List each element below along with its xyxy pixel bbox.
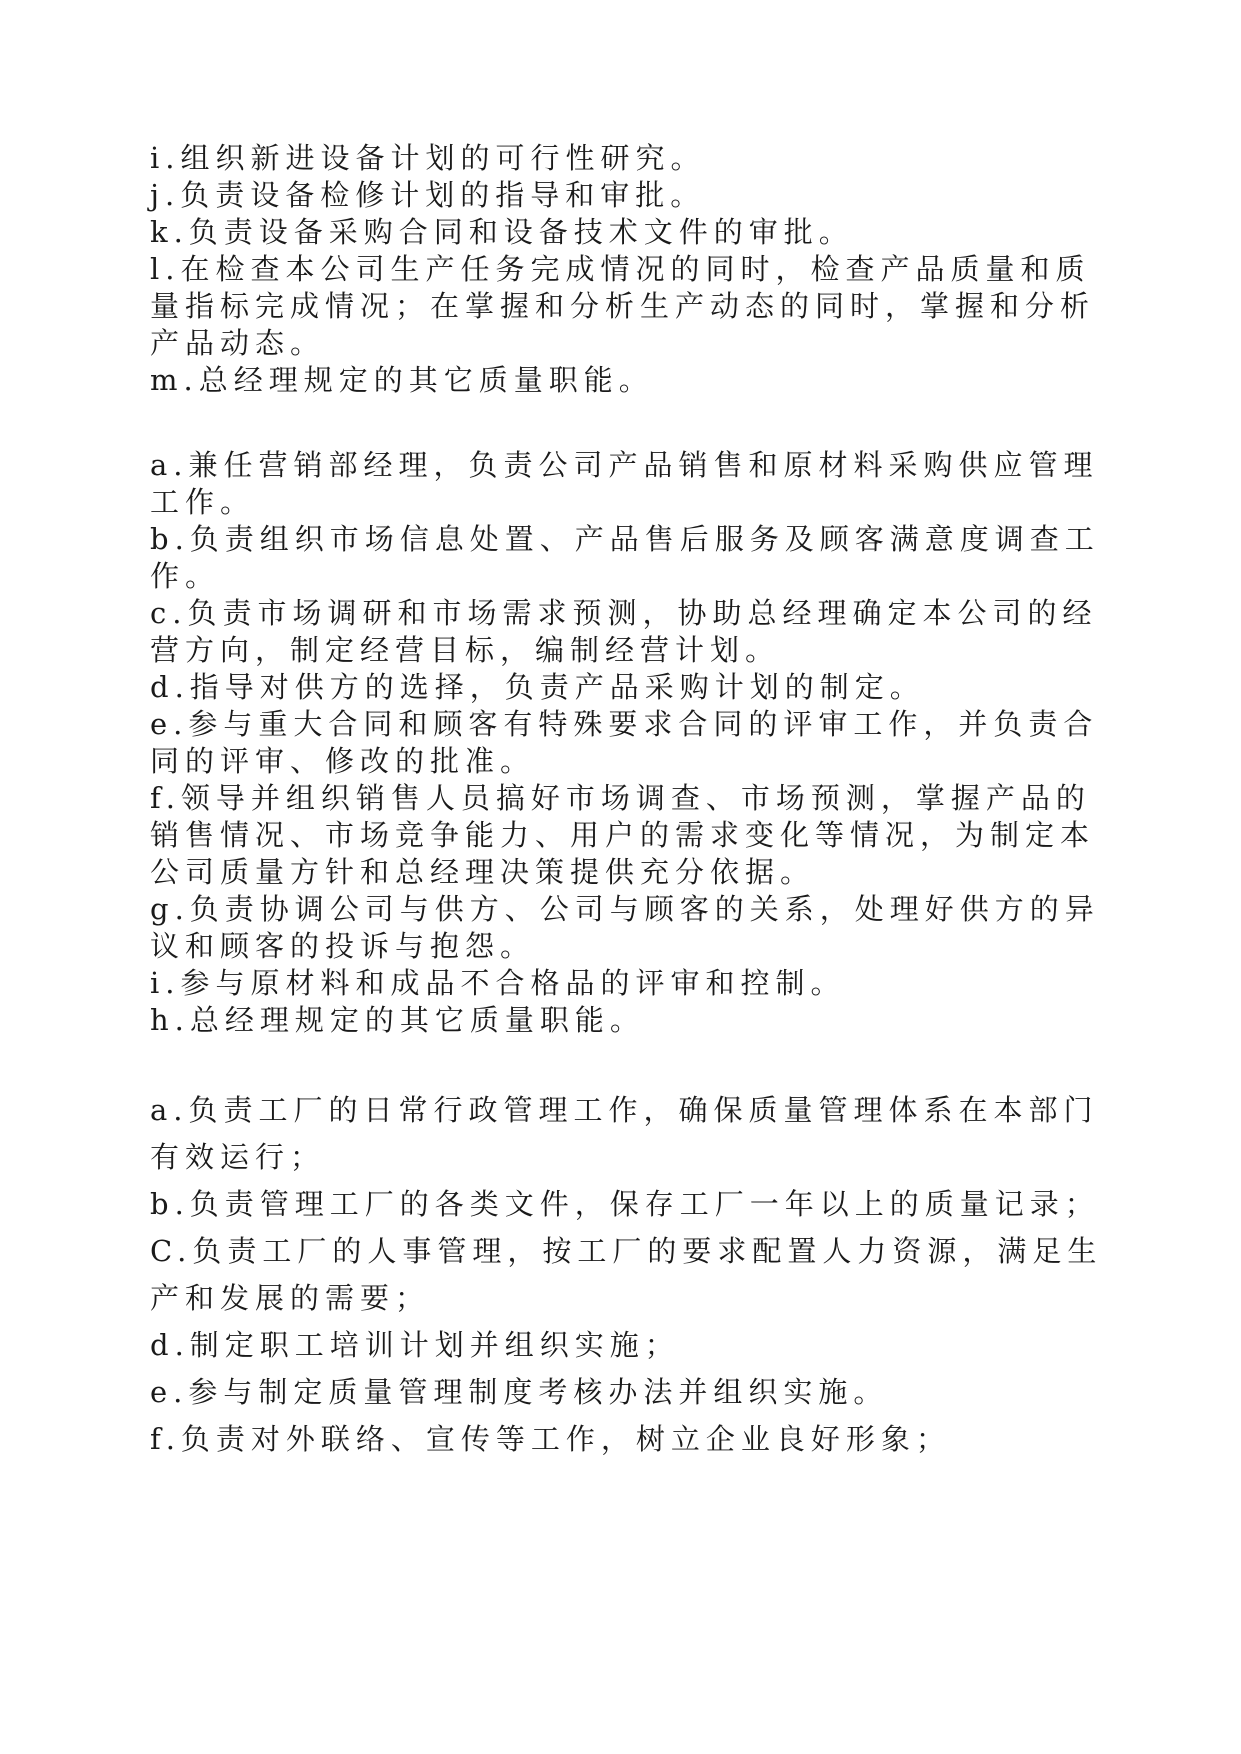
list-item: d.制定职工培训计划并组织实施； <box>150 1328 680 1362</box>
list-item: i.参与原材料和成品不合格品的评审和控制。 <box>150 966 846 1000</box>
list-item: e.参与制定质量管理制度考核办法并组织实施。 <box>150 1375 889 1409</box>
list-item: C.负责工厂的人事管理，按工厂的要求配置人力资源，满足生产和发展的需要； <box>150 1234 1103 1315</box>
document-body <box>150 140 1120 1463</box>
section-equipment-duties <box>150 140 1120 399</box>
list-item: c.负责市场调研和市场需求预测，协助总经理确定本公司的经营方向，制定经营目标，编制经营计划。 <box>150 596 1098 667</box>
list-item: k.负责设备采购合同和设备技术文件的审批。 <box>150 215 854 249</box>
list-item: i.组织新进设备计划的可行性研究。 <box>150 141 706 175</box>
list-item: e.参与重大合同和顾客有特殊要求合同的评审工作，并负责合同的评审、修改的批准。 <box>150 707 1099 778</box>
list-item: h.总经理规定的其它质量职能。 <box>150 1003 645 1037</box>
list-item: j.负责设备检修计划的指导和审批。 <box>150 178 706 212</box>
section-sales-duties <box>150 447 1120 1039</box>
list-item: a.兼任营销部经理，负责公司产品销售和原材料采购供应管理工作。 <box>150 448 1099 519</box>
list-item: l.在检查本公司生产任务完成情况的同时，检查产品质量和质量指标完成情况；在掌握和分析生产动态的同时，掌握和分析产品动态。 <box>150 252 1096 360</box>
list-item: m.总经理规定的其它质量职能。 <box>150 363 654 397</box>
list-item: a.负责工厂的日常行政管理工作，确保质量管理体系在本部门有效运行； <box>150 1093 1099 1174</box>
list-item: b.负责管理工厂的各类文件，保存工厂一年以上的质量记录； <box>150 1187 1100 1221</box>
list-item: d.指导对供方的选择，负责产品采购计划的制定。 <box>150 670 925 704</box>
list-item: g.负责协调公司与供方、公司与顾客的关系，处理好供方的异议和顾客的投诉与抱怨。 <box>150 892 1100 963</box>
list-item: f.领导并组织销售人员搞好市场调查、市场预测，掌握产品的销售情况、市场竞争能力、用户的需求变化等情况，为制定本公司质量方针和总经理决策提供充分依据。 <box>150 781 1096 889</box>
list-item: f.负责对外联络、宣传等工作，树立企业良好形象； <box>150 1422 951 1456</box>
section-admin-duties <box>150 1087 1120 1463</box>
list-item: b.负责组织市场信息处置、产品售后服务及顾客满意度调查工作。 <box>150 522 1100 593</box>
